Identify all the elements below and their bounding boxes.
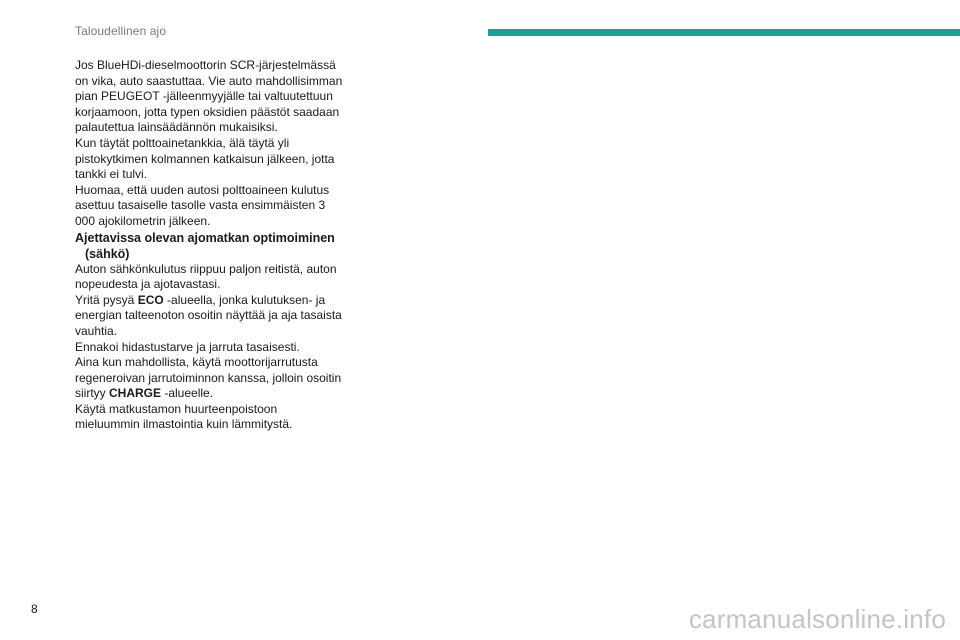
page-number: 8	[31, 602, 38, 616]
text-column	[75, 58, 345, 433]
paragraph-scr-fault: Jos BlueHDi-dieselmoottorin SCR-järjestelmässä on vika, auto saastuttaa. Vie auto mahdollisimman pian PEUGEOT -jälleenmyyjälle tai valtuutettuun korjaamoon, jotta typen oksidien päästöt saadaan palautettua lainsäädännön mukaisiksi.	[75, 58, 343, 135]
paragraph-anticipate: Ennakoi hidastustarve ja jarruta tasaisesti.	[75, 339, 300, 354]
paragraph-consumption: Huomaa, että uuden autosi polttoaineen kulutus asettuu tasaiselle tasolle vasta ensimmäisten 3 000 ajokilometrin jälkeen.	[75, 182, 330, 228]
text-fragment: Aina kun mahdollista, käytä moottorijarrutusta regeneroivan jarrutoiminnon kanssa, jolloin osoitin siirtyy	[75, 355, 342, 401]
paragraph-refuel: Kun täytät polttoainetankkia, älä täytä yli pistokytkimen kolmannen katkaisun jälkeen, jotta tankki ei tulvi.	[75, 135, 335, 182]
text-fragment: -alueelle.	[161, 386, 214, 401]
text-fragment: Yritä pysyä	[75, 292, 138, 307]
charge-label: CHARGE	[109, 386, 162, 401]
text-fragment: -alueella, jonka kulutuksen- ja energian talteenoton osoitin näyttää ja aja tasaista vauhtia.	[75, 292, 342, 338]
watermark: carmanualsonline.info	[688, 604, 946, 634]
paragraph-eco-zone	[75, 293, 345, 340]
eco-label: ECO	[137, 292, 164, 307]
running-header: Taloudellinen ajo	[75, 24, 167, 38]
paragraph-regen-braking	[75, 355, 345, 402]
paragraph-defrost: Käytä matkustamon huurteenpoistoon mieluummin ilmastointia kuin lämmitystä.	[75, 401, 293, 432]
section-heading-electric: Ajettavissa olevan ajomatkan optimoiminen (sähkö)	[75, 230, 335, 261]
section-accent-bar	[488, 29, 960, 36]
paragraph-electric-consumption: Auton sähkönkulutus riippuu paljon reitistä, auton nopeudesta ja ajotavastasi.	[75, 261, 337, 292]
